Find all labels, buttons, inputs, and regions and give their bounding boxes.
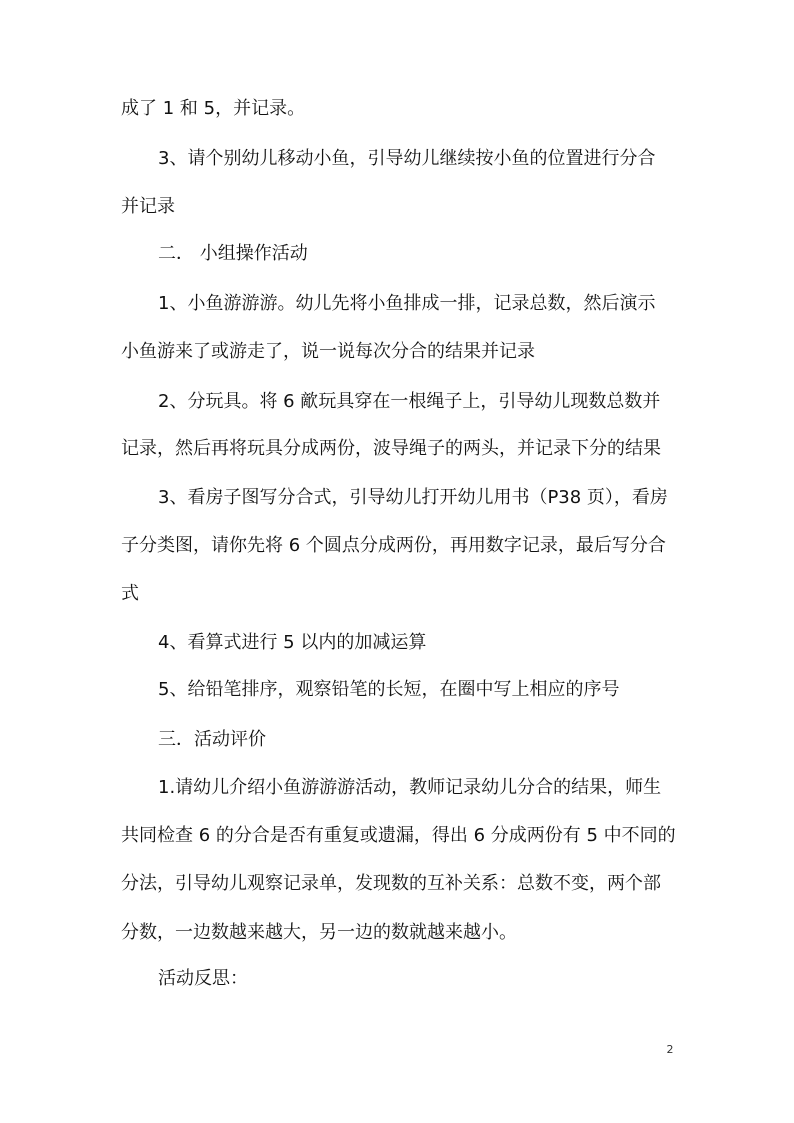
text-line: 分法，引导幼儿观察记录单，发现数的互补关系：总数不变，两个部 — [121, 873, 661, 894]
section-heading: 活动反思： — [158, 968, 248, 989]
text-line: 共同检查 6 的分合是否有重复或遗漏，得出 6 分成两份有 5 中不同的 — [121, 825, 676, 846]
text-line: 记录，然后再将玩具分成两份，波导绳子的两头，并记录下分的结果 — [121, 438, 661, 459]
text-line: 小鱼游来了或游走了，说一说每次分合的结果并记录 — [121, 341, 535, 362]
text-line: 1.请幼儿介绍小鱼游游游活动，教师记录幼儿分合的结果，师生 — [158, 777, 662, 798]
text-line: 并记录 — [121, 196, 175, 217]
text-line: 3、请个别幼儿移动小鱼，引导幼儿继续按小鱼的位置进行分合 — [158, 148, 656, 169]
text-line: 3、看房子图写分合式，引导幼儿打开幼儿用书（P38 页），看房 — [158, 487, 668, 508]
text-line: 4、看算式进行 5 以内的加减运算 — [158, 632, 427, 653]
section-heading: 二． 小组操作活动 — [158, 243, 308, 264]
page-number: 2 — [666, 1043, 674, 1056]
text-line: 子分类图，请你先将 6 个圆点分成两份，再用数字记录，最后写分合 — [121, 535, 666, 556]
text-line: 成了 1 和 5，并记录。 — [121, 98, 306, 119]
text-line: 2、分玩具。将 6 歒玩具穿在一根绳子上，引导幼儿现数总数并 — [158, 391, 661, 412]
section-heading: 三．活动评价 — [158, 729, 266, 750]
text-line: 式 — [121, 583, 139, 604]
text-line: 1、小鱼游游游。幼儿先将小鱼排成一排，记录总数，然后演示 — [158, 293, 656, 314]
text-line: 5、给铅笔排序，观察铅笔的长短，在圈中写上相应的序号 — [158, 679, 620, 700]
text-line: 分数，一边数越来越大，另一边的数就越来越小。 — [121, 922, 517, 943]
